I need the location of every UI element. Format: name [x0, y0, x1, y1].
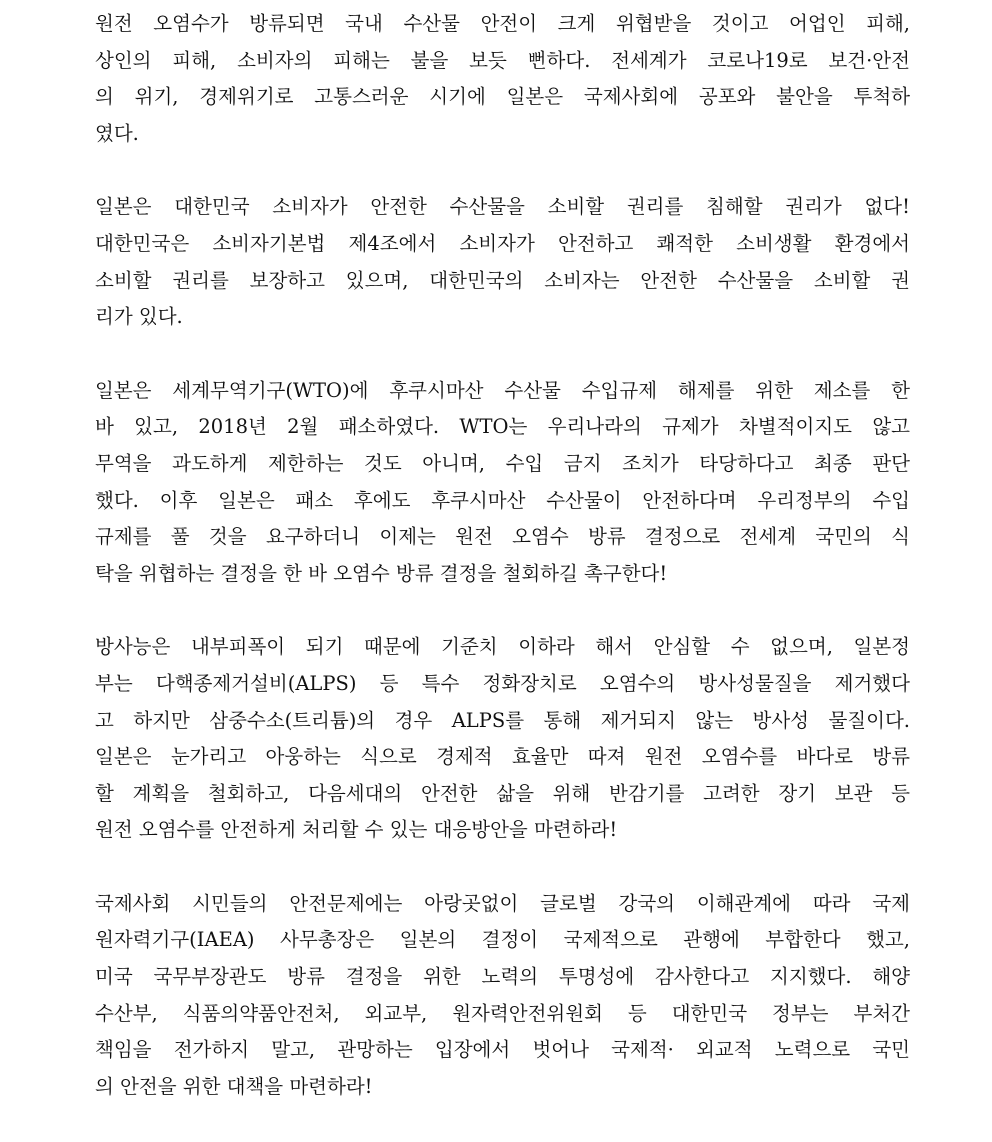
- text-line: 할 계획을 철회하고, 다음세대의 안전한 삶을 위해 반감기를 고려한 장기 보관 등: [95, 781, 910, 805]
- paragraph-2: [95, 189, 910, 335]
- text-line: 였다.: [95, 121, 139, 145]
- text-line: 의 위기, 경제위기로 고통스러운 시기에 일본은 국제사회에 공포와 불안을 투척하: [95, 85, 910, 109]
- paragraph-1: [95, 6, 910, 152]
- text-line: 국제사회 시민들의 안전문제에는 아랑곳없이 글로벌 강국의 이해관계에 따라 국제: [95, 891, 910, 915]
- text-line: 원전 오염수를 안전하게 처리할 수 있는 대응방안을 마련하라!: [95, 818, 618, 842]
- text-line: 리가 있다.: [95, 305, 183, 329]
- text-line: 했다. 이후 일본은 패소 후에도 후쿠시마산 수산물이 안전하다며 우리정부의 수입: [95, 488, 910, 512]
- text-line: 수산부, 식품의약품안전처, 외교부, 원자력안전위원회 등 대한민국 정부는 부처간: [95, 1001, 910, 1025]
- text-line: 방사능은 내부피폭이 되기 때문에 기준치 이하라 해서 안심할 수 없으며, 일본정: [95, 635, 910, 659]
- text-line: 일본은 세계무역기구(WTO)에 후쿠시마산 수산물 수입규제 해제를 위한 제소를 한: [95, 378, 910, 402]
- text-line: 소비할 권리를 보장하고 있으며, 대한민국의 소비자는 안전한 수산물을 소비할 권: [95, 268, 910, 292]
- text-line: 무역을 과도하게 제한하는 것도 아니며, 수입 금지 조치가 타당하다고 최종 판단: [95, 451, 910, 475]
- text-line: 원전 오염수가 방류되면 국내 수산물 안전이 크게 위협받을 것이고 어업인 피해,: [95, 12, 910, 35]
- paragraph-5: [95, 886, 910, 1106]
- text-line: 책임을 전가하지 말고, 관망하는 입장에서 벗어나 국제적· 외교적 노력으로 국민: [95, 1038, 910, 1062]
- text-line: 원자력기구(IAEA) 사무총장은 일본의 결정이 국제적으로 관행에 부합한다 했고,: [95, 928, 910, 952]
- text-line: 대한민국은 소비자기본법 제4조에서 소비자가 안전하고 쾌적한 소비생활 환경에서: [95, 231, 910, 255]
- text-line: 미국 국무부장관도 방류 결정을 위한 노력의 투명성에 감사한다고 지지했다. 해양: [95, 965, 910, 989]
- paragraph-4: [95, 629, 910, 849]
- text-line: 일본은 대한민국 소비자가 안전한 수산물을 소비할 권리를 침해할 권리가 없다!: [95, 195, 910, 219]
- text-line: 고 하지만 삼중수소(트리튬)의 경우 ALPS를 통해 제거되지 않는 방사성 물질이다.: [95, 708, 910, 732]
- text-line: 상인의 피해, 소비자의 피해는 불을 보듯 뻔하다. 전세계가 코로나19로 보건·안전: [95, 48, 910, 72]
- text-line: 탁을 위협하는 결정을 한 바 오염수 방류 결정을 철회하길 촉구한다!: [95, 561, 668, 585]
- paragraph-3: [95, 373, 910, 593]
- text-line: 규제를 풀 것을 요구하더니 이제는 원전 오염수 방류 결정으로 전세계 국민의 식: [95, 525, 910, 549]
- text-line: 의 안전을 위한 대책을 마련하라!: [95, 1074, 373, 1098]
- text-line: 부는 다핵종제거설비(ALPS) 등 특수 정화장치로 오염수의 방사성물질을 제거했다: [95, 671, 910, 695]
- document-body: [95, 6, 910, 1142]
- text-line: 일본은 눈가리고 아웅하는 식으로 경제적 효율만 따져 원전 오염수를 바다로 방류: [95, 745, 910, 769]
- text-line: 바 있고, 2018년 2월 패소하였다. WTO는 우리나라의 규제가 차별적이지도 않고: [95, 415, 910, 439]
